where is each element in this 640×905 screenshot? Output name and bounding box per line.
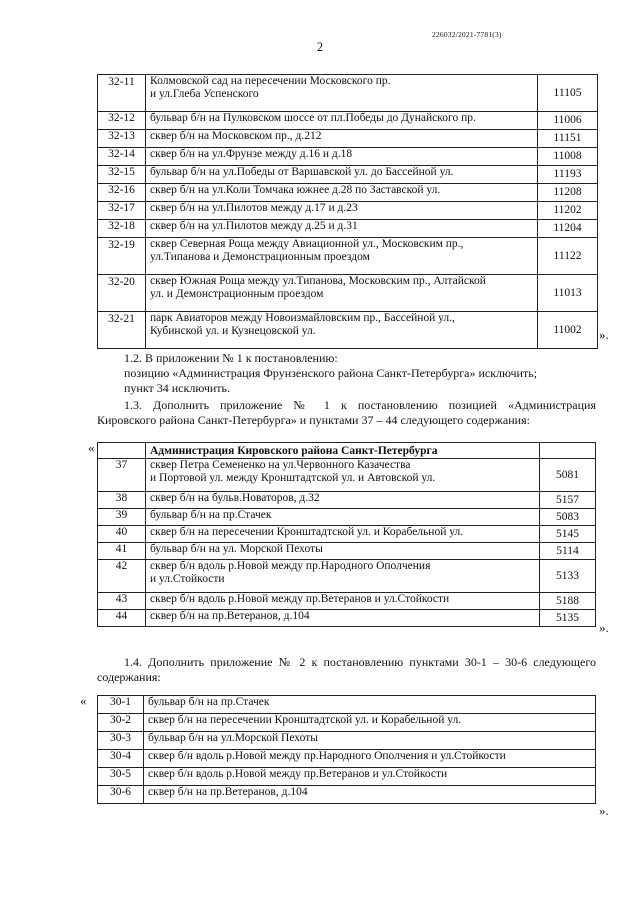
opening-quote: « xyxy=(88,440,95,455)
table-row: 38 сквер б/н на бульв.Новаторов, д.32 5157 xyxy=(98,492,596,509)
district-header: Администрация Кировского района Санкт-Петербурга xyxy=(146,443,540,459)
table-header-row xyxy=(98,443,596,459)
section-1-2-text: пункт 34 исключить. xyxy=(124,381,231,395)
table-row: 32-20 сквер Южная Роща между ул.Типанова, Московским пр., Алтайской ул. и Демонстрационным проездом 11013 xyxy=(98,275,598,312)
table-row: 32-14 сквер б/н на ул.Фрунзе между д.16 и д.18 11008 xyxy=(98,148,598,166)
section-1-4-text: содержания: xyxy=(97,670,161,684)
table-row: 32-17 сквер б/н на ул.Пилотов между д.17 и д.23 11202 xyxy=(98,202,598,220)
table-row: 39 бульвар б/н на пр.Стачек 5083 xyxy=(98,509,596,526)
closing-quote: ». xyxy=(599,327,609,342)
page-number: 2 xyxy=(316,40,324,54)
table-row: 43 сквер б/н вдоль р.Новой между пр.Ветеранов и ул.Стойкости 5188 xyxy=(98,593,596,610)
table-row: 41 бульвар б/н на ул. Морской Пехоты 5114 xyxy=(98,543,596,560)
table-row: 32-18 сквер б/н на ул.Пилотов между д.25 и д.31 11204 xyxy=(98,220,598,238)
table-row: 32-13 сквер б/н на Московском пр., д.212 11151 xyxy=(98,130,598,148)
opening-quote: « xyxy=(80,693,87,708)
table-row: 42 сквер б/н вдоль р.Новой между пр.Народного Ополчения и ул.Стойкости 5133 xyxy=(98,560,596,593)
table-row: 37 сквер Петра Семененко на ул.Червонного Казачества и Портовой ул. между Кронштадтской ул. и Автовской ул. 5081 xyxy=(98,459,596,492)
table-row: 40 сквер б/н на пересечении Кронштадтской ул. и Корабельной ул. 5145 xyxy=(98,526,596,543)
table-row: 30-2 сквер б/н на пересечении Кронштадтской ул. и Корабельной ул. xyxy=(98,714,596,732)
table-row: 32-12 бульвар б/н на Пулковском шоссе от пл.Победы до Дунайского пр. 11006 xyxy=(98,112,598,130)
closing-quote: ». xyxy=(599,620,609,635)
table-row: 32-21 парк Авиаторов между Новоизмайловским пр., Бассейной ул., Кубинской ул. и Кузнецовской ул. 11002 xyxy=(98,312,598,349)
section-1-3-text: Кировского района Санкт-Петербурга» и пунктами 37 – 44 следующего содержания: xyxy=(97,413,530,427)
table-row: 30-1 бульвар б/н на пр.Стачек xyxy=(98,696,596,714)
table-row: 32-16 сквер б/н на ул.Коли Томчака южнее д.28 по Заставской ул. 11208 xyxy=(98,184,598,202)
table-row: 30-3 бульвар б/н на ул.Морской Пехоты xyxy=(98,732,596,750)
document-number: 226032/2021-7781(3) xyxy=(432,30,502,39)
section-1-2-heading: 1.2. В приложении № 1 к постановлению: xyxy=(124,351,338,365)
section-1-4-heading: 1.4. Дополнить приложение № 2 к постановлению пунктами 30-1 – 30-6 следующего xyxy=(124,655,596,669)
parks-table-appendix-2 xyxy=(97,695,596,804)
table-row: 30-6 сквер б/н на пр.Ветеранов, д.104 xyxy=(98,786,596,804)
section-1-3-heading: 1.3. Дополнить приложение № 1 к постановлению позицией «Администрация xyxy=(124,398,596,412)
table-row: 32-11 Колмовской сад на пересечении Московского пр. и ул.Глеба Успенского 11105 xyxy=(98,75,598,112)
table-row: 30-4 сквер б/н вдоль р.Новой между пр.Народного Ополчения и ул.Стойкости xyxy=(98,750,596,768)
closing-quote: ». xyxy=(599,803,609,818)
parks-table-moskovsky xyxy=(97,74,598,349)
table-row: 32-15 бульвар б/н на ул.Победы от Варшавской ул. до Бассейной ул. 11193 xyxy=(98,166,598,184)
table-row: 44 сквер б/н на пр.Ветеранов, д.104 5135 xyxy=(98,610,596,627)
section-1-2-text: позицию «Администрация Фрунзенского района Санкт-Петербурга» исключить; xyxy=(124,366,538,380)
parks-table-kirovsky xyxy=(97,442,596,627)
table-row: 30-5 сквер б/н вдоль р.Новой между пр.Ветеранов и ул.Стойкости xyxy=(98,768,596,786)
table-row: 32-19 сквер Северная Роща между Авиационной ул., Московским пр., ул.Типанова и Демонстрационным проездом 11122 xyxy=(98,238,598,275)
